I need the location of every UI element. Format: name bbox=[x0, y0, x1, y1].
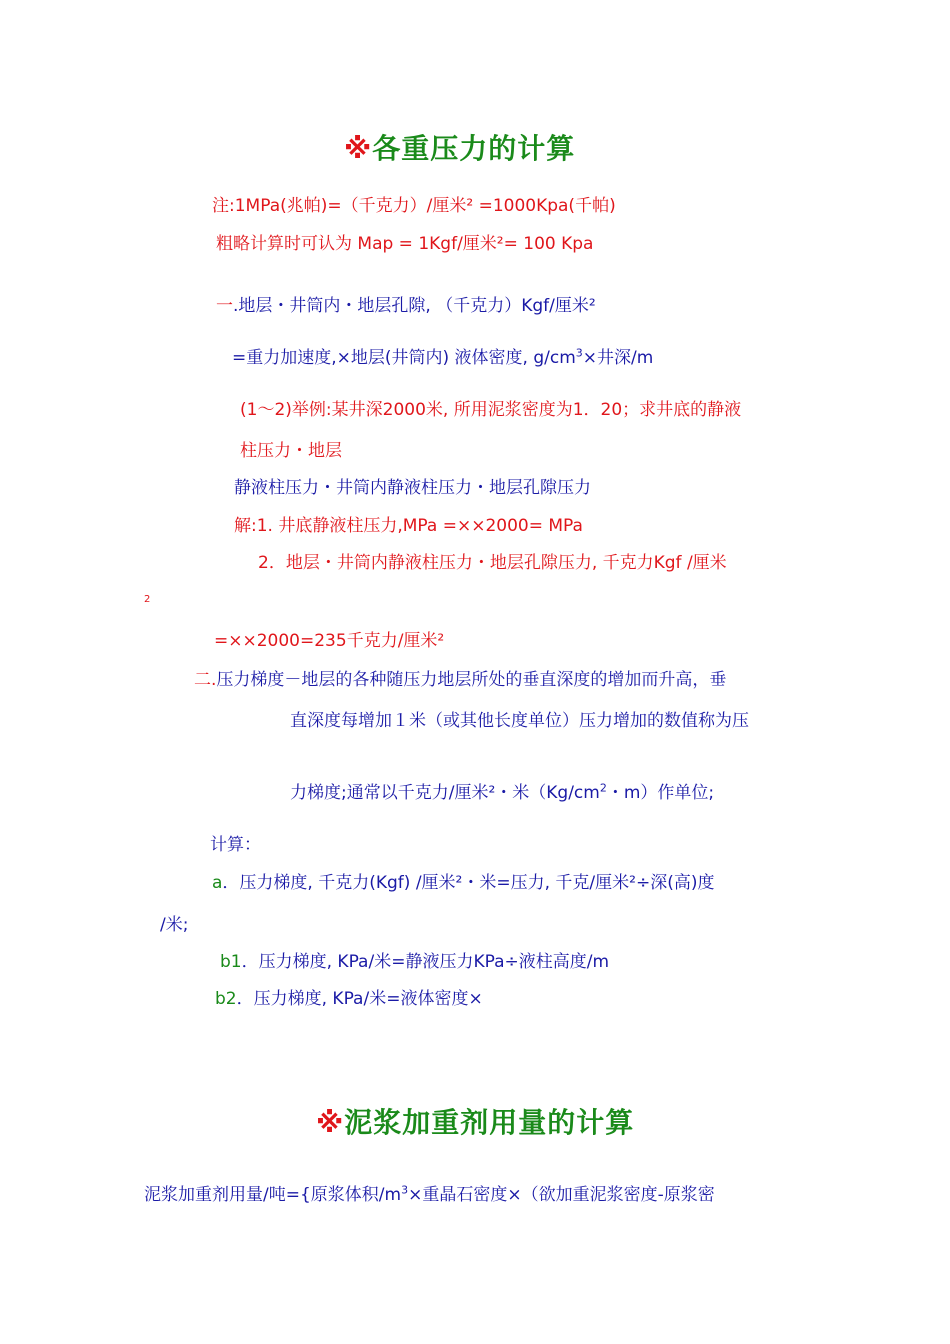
mud-formula-end: ×重晶石密度×（欲加重泥浆密度-原浆密 bbox=[408, 1185, 715, 1205]
calc-label: 计算： bbox=[210, 835, 261, 855]
section2-title-text: 压力梯度－地层的各种随压力地层所处的垂直深度的增加而升高，垂 bbox=[216, 670, 727, 690]
section2-number: 二. bbox=[194, 670, 217, 690]
heading-text: 泥浆加重剂用量的计算 bbox=[344, 1106, 635, 1139]
heading-mud-weighting bbox=[316, 1106, 634, 1140]
calc-b2-text: ．压力梯度, KPa/米=液体密度× bbox=[236, 989, 483, 1009]
calc-a bbox=[212, 872, 714, 894]
section1-number: 一 bbox=[216, 296, 233, 316]
reference-mark: ※ bbox=[344, 132, 373, 165]
mud-formula-text: 泥浆加重剂用量/吨={原浆体积/m bbox=[144, 1185, 402, 1205]
mud-formula bbox=[144, 1184, 715, 1206]
calc-a-letter: a bbox=[212, 873, 223, 893]
calc-a-text: ．压力梯度, 千克力(Kgf) /厘米²・米=压力, 千克/厘米²÷深(高)度 bbox=[222, 873, 715, 893]
calc-b2 bbox=[215, 988, 483, 1010]
section1-formula bbox=[232, 347, 653, 369]
calc-b1-text: ．压力梯度, KPa/米=静液压力KPa÷液柱高度/m bbox=[241, 952, 610, 972]
section2-line-3-text: 力梯度;通常以千克力/厘米²・米（Kg/cm bbox=[290, 783, 600, 803]
solution-line-2-wrap: 2 bbox=[144, 594, 151, 605]
section1-title bbox=[216, 295, 596, 317]
example-line-1: (1～2)举例:某井深2000米, 所用泥浆密度为1．20；求井底的静液 bbox=[240, 400, 742, 420]
solution-line-1: 解:1. 井底静液柱压力,MPa =××2000= MPa bbox=[234, 516, 583, 536]
formula-text-end: ×井深/m bbox=[582, 348, 654, 368]
section2-line-3-end: ・m）作单位; bbox=[606, 783, 715, 803]
formula-superscript: 3 bbox=[575, 346, 583, 360]
section1-title-text: .地层・井筒内・地层孔隙, （千克力）Kgf/厘米² bbox=[233, 296, 596, 316]
section2-title bbox=[194, 669, 726, 691]
note-approximation: 粗略计算时可认为 Map = 1Kgf/厘米²= 100 Kpa bbox=[216, 234, 594, 254]
solution-line-2: 2．地层・井筒内静液柱压力・地层孔隙压力, 千克力Kgf /厘米 bbox=[258, 553, 727, 573]
mud-formula-superscript: 3 bbox=[401, 1183, 409, 1197]
section2-line-3 bbox=[290, 782, 714, 804]
calc-b2-label: b2 bbox=[215, 989, 237, 1009]
note-unit-conversion: 注:1MPa(兆帕)=（千克力）/厘米² =1000Kpa(千帕) bbox=[212, 196, 616, 216]
solution-line-3: =××2000=235千克力/厘米² bbox=[214, 631, 445, 651]
reference-mark: ※ bbox=[316, 1106, 345, 1139]
example-line-3: 静液柱压力・井筒内静液柱压力・地层孔隙压力 bbox=[234, 478, 591, 498]
formula-text: =重力加速度,×地层(井筒内) 液体密度, g/cm bbox=[232, 348, 576, 368]
calc-b1-label: b1 bbox=[220, 952, 242, 972]
calc-a-wrap: /米; bbox=[160, 915, 189, 935]
calc-b1 bbox=[220, 951, 609, 973]
heading-pressure-calculation bbox=[344, 132, 575, 166]
example-line-2: 柱压力・地层 bbox=[240, 441, 342, 461]
heading-text: 各重压力的计算 bbox=[372, 132, 576, 165]
section2-line-2: 直深度每增加１米（或其他长度单位）压力增加的数值称为压 bbox=[290, 711, 749, 731]
section2-superscript: 2 bbox=[599, 781, 607, 795]
